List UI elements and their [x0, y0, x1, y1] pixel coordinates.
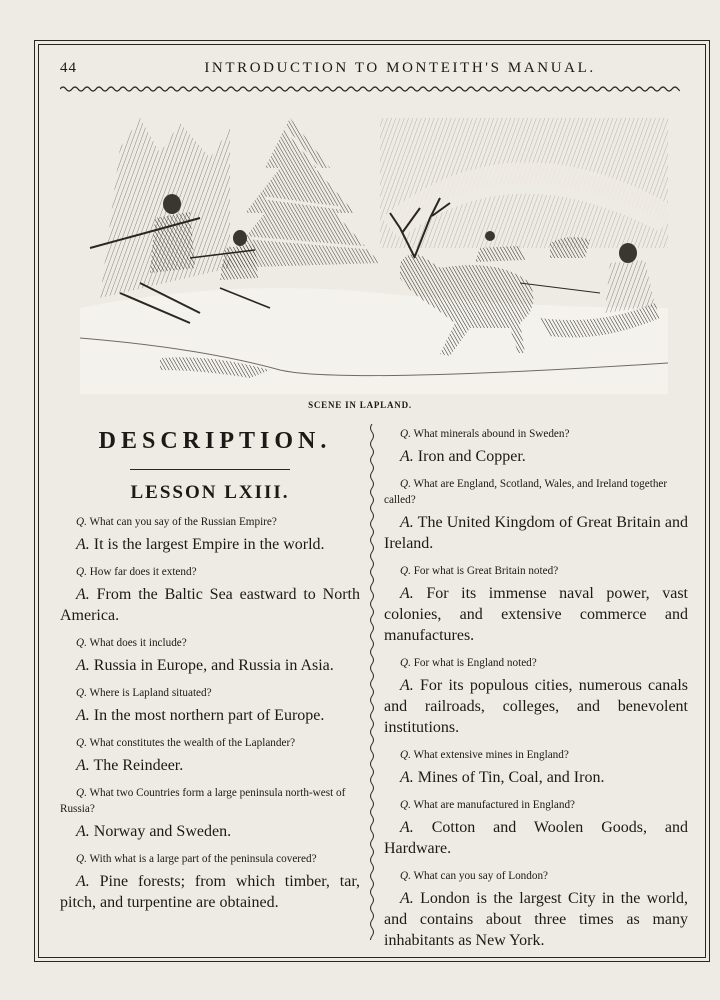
question-text: Where is Lapland situated?	[89, 687, 212, 699]
question-marker: Q.	[76, 787, 87, 799]
question-text: What constitutes the wealth of the Laplander?	[89, 737, 296, 749]
left-column	[60, 426, 360, 922]
question-marker: Q.	[76, 687, 87, 699]
answer-marker: A.	[76, 873, 90, 890]
question-marker: Q.	[76, 637, 87, 649]
question	[60, 851, 360, 867]
answer-text: London is the largest City in the world, and contains about three times as many inhabitants as New York.	[384, 890, 689, 949]
question-marker: Q.	[76, 737, 87, 749]
section-title: DESCRIPTION.	[98, 428, 332, 454]
question-text: What extensive mines in England?	[413, 749, 569, 761]
answer	[60, 871, 360, 913]
answer-text: Norway and Sweden.	[93, 823, 232, 840]
column-divider	[368, 424, 376, 940]
question-marker: Q.	[400, 657, 411, 669]
answer-marker: A.	[400, 819, 414, 836]
answer-marker: A.	[400, 769, 414, 786]
question-text: What minerals abound in Sweden?	[413, 428, 570, 440]
answer-text: The Reindeer.	[93, 757, 184, 774]
answer	[384, 767, 688, 788]
question-marker: Q.	[76, 516, 87, 528]
answer	[384, 675, 688, 738]
answer	[384, 817, 688, 859]
question-marker: Q.	[400, 428, 411, 440]
answer	[60, 655, 360, 676]
answer	[60, 755, 360, 776]
answer-marker: A.	[76, 823, 90, 840]
page-header	[60, 60, 680, 82]
answer-text: Russia in Europe, and Russia in Asia.	[93, 657, 334, 674]
question-text: What are England, Scotland, Wales, and Ireland together called?	[384, 478, 668, 506]
right-qa-list	[384, 426, 688, 951]
answer	[384, 446, 688, 467]
answer-text: Pine forests; from which timber, tar, pitch, and turpentine are obtained.	[60, 873, 361, 911]
question	[60, 514, 360, 530]
question-text: How far does it extend?	[89, 566, 197, 578]
answer-marker: A.	[400, 890, 414, 907]
answer-marker: A.	[76, 657, 90, 674]
answer	[60, 584, 360, 626]
question	[384, 655, 688, 671]
question-text: With what is a large part of the peninsula covered?	[89, 853, 317, 865]
answer-marker: A.	[76, 707, 90, 724]
question-marker: Q.	[400, 870, 411, 882]
answer	[384, 512, 688, 554]
answer-marker: A.	[400, 677, 414, 694]
illustration-caption: SCENE IN LAPLAND.	[308, 400, 412, 410]
question-text: What can you say of London?	[413, 870, 549, 882]
answer	[60, 534, 360, 555]
question	[384, 797, 688, 813]
right-column	[384, 426, 688, 960]
question	[384, 426, 688, 442]
question	[60, 785, 360, 817]
answer	[384, 583, 688, 646]
left-qa-list	[60, 514, 360, 913]
answer-text: It is the largest Empire in the world.	[93, 536, 325, 553]
question	[384, 563, 688, 579]
question-text: For what is England noted?	[413, 657, 537, 669]
question-marker: Q.	[76, 853, 87, 865]
question	[384, 476, 688, 508]
question-marker: Q.	[400, 478, 411, 490]
question-marker: Q.	[400, 799, 411, 811]
answer-text: For its populous cities, numerous canals and railroads, colleges, and benevolent institutions.	[384, 677, 689, 736]
running-head: INTRODUCTION TO MONTEITH'S MANUAL.	[204, 60, 596, 76]
question	[384, 747, 688, 763]
answer-marker: A.	[76, 757, 90, 774]
question-text: What two Countries form a large peninsula north-west of Russia?	[60, 787, 346, 815]
answer-text: From the Baltic Sea eastward to North America.	[60, 586, 361, 624]
answer-marker: A.	[76, 536, 90, 553]
answer-text: Cotton and Woolen Goods, and Hardware.	[384, 819, 689, 857]
answer-marker: A.	[400, 514, 414, 531]
question-text: What can you say of the Russian Empire?	[89, 516, 277, 528]
aurora-sky	[380, 118, 668, 248]
answer-text: For its immense naval power, vast colonies, and extensive commerce and manufactures.	[384, 585, 689, 644]
question-marker: Q.	[400, 749, 411, 761]
question	[60, 635, 360, 651]
answer-text: In the most northern part of Europe.	[93, 707, 325, 724]
answer-marker: A.	[76, 586, 90, 603]
question-text: What are manufactured in England?	[413, 799, 576, 811]
answer-text: Iron and Copper.	[417, 448, 526, 465]
answer-text: Mines of Tin, Coal, and Iron.	[417, 769, 605, 786]
lesson-title: LESSON LXIII.	[130, 482, 290, 503]
question	[60, 564, 360, 580]
answer-marker: A.	[400, 585, 414, 602]
question	[60, 685, 360, 701]
question-marker: Q.	[400, 565, 411, 577]
question	[384, 868, 688, 884]
question-marker: Q.	[76, 566, 87, 578]
wavy-rule	[60, 82, 680, 96]
lapland-scene-illustration	[80, 108, 668, 394]
answer-text: The United Kingdom of Great Britain and Ireland.	[384, 514, 688, 552]
title-rule	[130, 469, 290, 470]
answer	[60, 705, 360, 726]
question-text: What does it include?	[89, 637, 187, 649]
page-number: 44	[60, 60, 77, 76]
answer	[60, 821, 360, 842]
question-text: For what is Great Britain noted?	[413, 565, 559, 577]
question	[60, 735, 360, 751]
answer-marker: A.	[400, 448, 414, 465]
answer	[384, 888, 688, 951]
